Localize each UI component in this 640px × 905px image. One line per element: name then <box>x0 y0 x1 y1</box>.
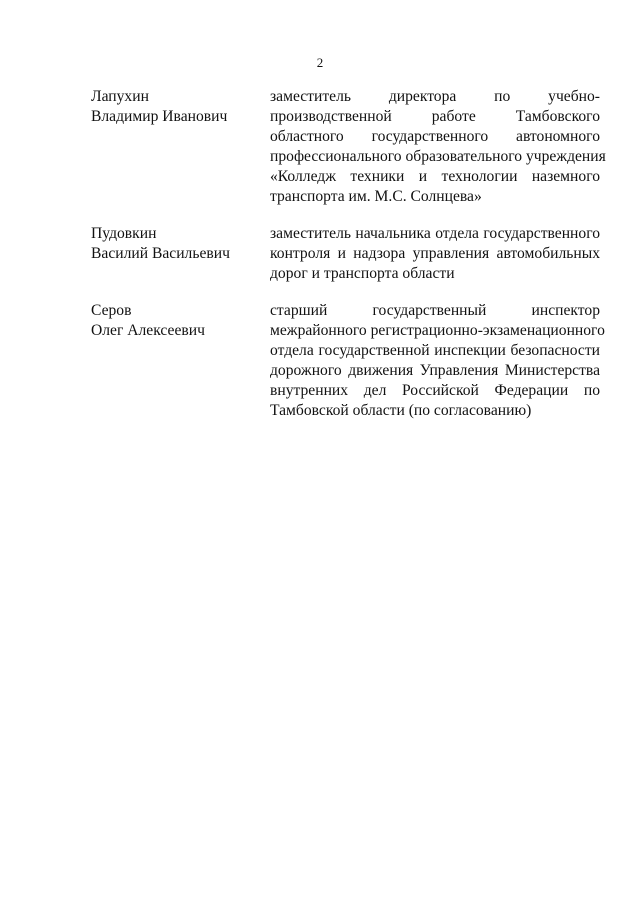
list-item <box>0 87 640 207</box>
person-given-names: Василий Васильевич <box>91 245 230 262</box>
position-line: внутренних дел Российской Федерации по <box>270 382 600 399</box>
position-line: профессионального образовательного учреждения <box>270 148 606 165</box>
page-number: 2 <box>316 55 324 70</box>
position-line: межрайонного регистрационно-экзаменационного <box>270 322 605 339</box>
position-line: дорог и транспорта области <box>270 265 455 282</box>
person-name <box>91 301 261 341</box>
position-line: «Колледж техники и технологии наземного <box>270 168 600 185</box>
position-line: заместитель директора по учебно- <box>270 88 600 105</box>
person-surname: Серов <box>91 302 132 319</box>
position-line: старший государственный инспектор <box>270 302 600 319</box>
position-line: транспорта им. М.С. Солнцева» <box>270 188 482 205</box>
person-name <box>91 87 261 127</box>
position-line: дорожного движения Управления Министерства <box>270 362 600 379</box>
position-line: заместитель начальника отдела государственного <box>270 225 600 242</box>
position-line: отдела государственной инспекции безопасности <box>270 342 600 359</box>
person-position <box>270 224 600 284</box>
position-line: контроля и надзора управления автомобильных <box>270 245 600 262</box>
list-item <box>0 301 640 421</box>
members-list <box>0 87 640 438</box>
person-position <box>270 301 605 421</box>
person-surname: Лапухин <box>91 88 149 105</box>
position-line: производственной работе Тамбовского <box>270 108 600 125</box>
person-position <box>270 87 606 207</box>
person-surname: Пудовкин <box>91 225 157 242</box>
list-item <box>0 224 640 284</box>
person-name <box>91 224 261 264</box>
person-given-names: Олег Алексеевич <box>91 322 205 339</box>
position-line: Тамбовской области (по согласованию) <box>270 402 532 419</box>
position-line: областного государственного автономного <box>270 128 600 145</box>
person-given-names: Владимир Иванович <box>91 108 228 125</box>
